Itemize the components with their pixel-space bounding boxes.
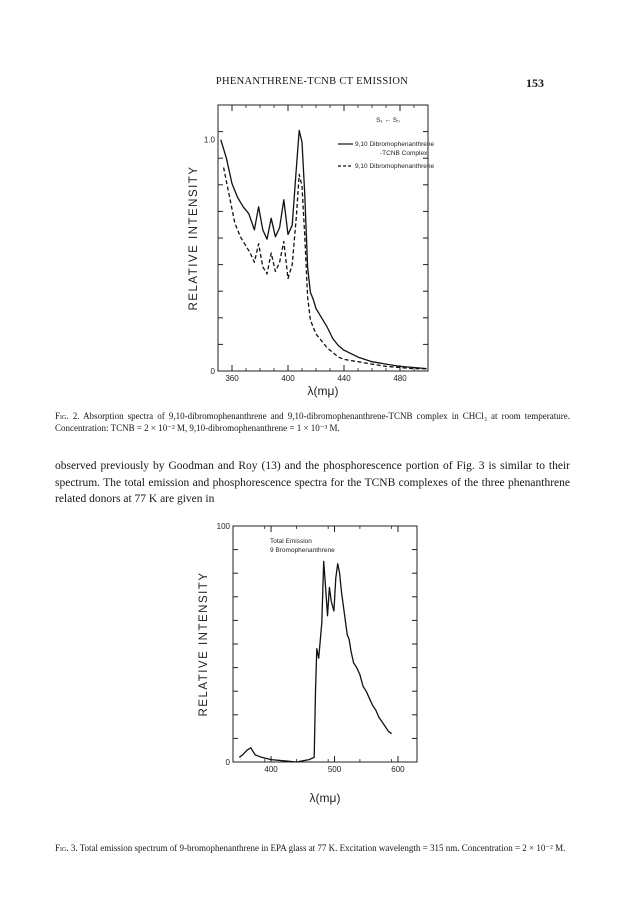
figure-2-caption-text: Absorption spectra of 9,10-dibromophenanthrene and 9,10-dibromophenanthrene-TCNB complex in CHCl₃ at room temperature. Concentration: TCNB = 2 × 10⁻² M, 9,10-dibromophenanthrene = 1 × 10⁻³ M. [55, 411, 570, 433]
x-axis-label: λ(mμ) [307, 384, 339, 398]
series-line-0 [239, 561, 391, 762]
figure-2-caption [55, 410, 570, 434]
legend-entry-1: 9,10 Dibromophenanthrene [355, 163, 435, 170]
legend-entry-0-line1: 9,10 Dibromophenanthrene [355, 141, 435, 148]
legend-entry-0-line2: -TCNB Complex [380, 150, 428, 157]
figure-3-label: Fig. 3. [55, 843, 78, 853]
x-axis-label: λ(mμ) [309, 791, 341, 805]
x-tick-label: 500 [327, 765, 342, 774]
figure-3-caption-text: Total emission spectrum of 9-bromophenanthrene in EPA glass at 77 K. Excitation wavelength = 315 nm. Concentration = 2 × 10⁻² M. [79, 843, 566, 853]
page-number: 153 [526, 76, 544, 90]
running-title: PHENANTHRENE-TCNB CT EMISSION [215, 76, 409, 87]
x-tick-label: 440 [337, 374, 351, 383]
x-tick-label: 400 [264, 765, 278, 774]
x-tick-label: 360 [225, 374, 239, 383]
x-tick-label: 480 [393, 374, 407, 383]
figure-3-caption [55, 842, 570, 854]
series-line-1 [224, 168, 427, 369]
legend-title: Total Emission [270, 538, 312, 545]
x-tick-label: 400 [281, 374, 295, 383]
legend-entry-0: 9 Bromophenanthrene [270, 547, 335, 554]
y-tick-label: 1.0 [203, 135, 215, 145]
y-axis-label: RELATIVE INTENSITY [188, 165, 200, 311]
plot-frame [233, 526, 417, 762]
body-paragraph: observed previously by Goodman and Roy (13) and the phosphorescence portion of Fig. 3 is similar to their spectrum. The total emission and phosphorescence spectra for the TCNB complexes of the three phenanthrene related donors at 77 K are given in [55, 460, 570, 505]
legend-title: S₁ ← S₀ [376, 117, 400, 124]
running-head [0, 76, 624, 92]
figure-2-absorption-chart [0, 95, 624, 407]
x-tick-label: 600 [391, 765, 405, 774]
figure-3-emission-chart [0, 516, 624, 816]
y-tick-label: 0 [210, 367, 215, 376]
y-tick-label: 0 [225, 758, 230, 767]
y-tick-label: 100 [216, 522, 230, 531]
figure-2-label: Fig. 2. [55, 411, 80, 421]
y-axis-label: RELATIVE INTENSITY [198, 571, 210, 717]
